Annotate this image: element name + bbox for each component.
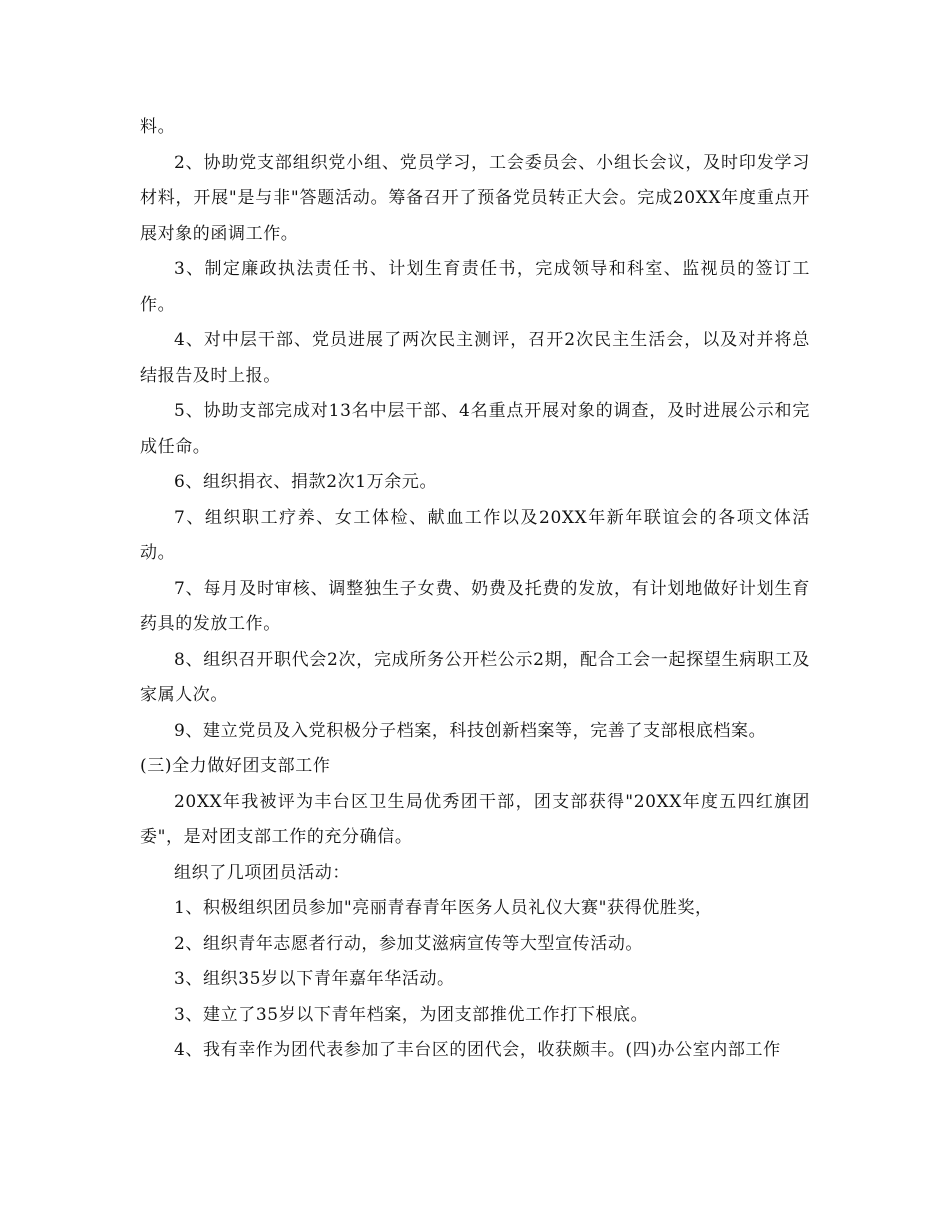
paragraph-4: 5、协助支部完成对13名中层干部、4名重点开展对象的调查，及时进展公示和完成任命。 (140, 401, 810, 457)
paragraph-12: 组织了几项团员活动： (174, 862, 350, 883)
paragraph-8: 8、组织召开职代会2次，完成所务公开栏公示2期，配合工会一起探望生病职工及家属人次。 (140, 649, 810, 705)
section-heading-3: (三)全力做好团支部工作 (140, 756, 331, 776)
paragraph-0: 料。 (140, 117, 176, 137)
document-body (140, 110, 810, 1069)
paragraph-7: 7、每月及时审核、调整独生子女费、奶费及托费的发放，有计划地做好计划生育药具的发放工作。 (140, 578, 810, 634)
paragraph-2: 3、制定廉政执法责任书、计划生育责任书，完成领导和科室、监视员的签订工作。 (140, 259, 810, 315)
paragraph-16: 3、建立了35岁以下青年档案，为团支部推优工作打下根底。 (174, 1004, 649, 1025)
paragraph-17: 4、我有幸作为团代表参加了丰台区的团代会，收获颇丰。(四)办公室内部工作 (174, 1040, 781, 1060)
paragraph-14: 2、组织青年志愿者行动，参加艾滋病宣传等大型宣传活动。 (174, 933, 644, 954)
paragraph-1: 2、协助党支部组织党小组、党员学习，工会委员会、小组长会议，及时印发学习材料，开展"是与非"答题活动。筹备召开了预备党员转正大会。完成20XX年度重点开展对象的函调工作。 (140, 152, 810, 244)
paragraph-9: 9、建立党员及入党积极分子档案，科技创新档案等，完善了支部根底档案。 (174, 720, 767, 741)
paragraph-15: 3、组织35岁以下青年嘉年华活动。 (174, 969, 455, 989)
paragraph-5: 6、组织捐衣、捐款2次1万余元。 (174, 472, 438, 492)
paragraph-3: 4、对中层干部、党员进展了两次民主测评，召开2次民主生活会，以及对并将总结报告及时上报。 (140, 330, 810, 386)
paragraph-6: 7、组织职工疗养、女工体检、献血工作以及20XX年新年联谊会的各项文体活动。 (140, 507, 810, 563)
paragraph-11: 20XX年我被评为丰台区卫生局优秀团干部，团支部获得"20XX年度五四红旗团委"，是对团支部工作的充分确信。 (140, 791, 810, 847)
paragraph-13: 1、积极组织团员参加"亮丽青春青年医务人员礼仪大赛"获得优胜奖， (174, 898, 713, 918)
